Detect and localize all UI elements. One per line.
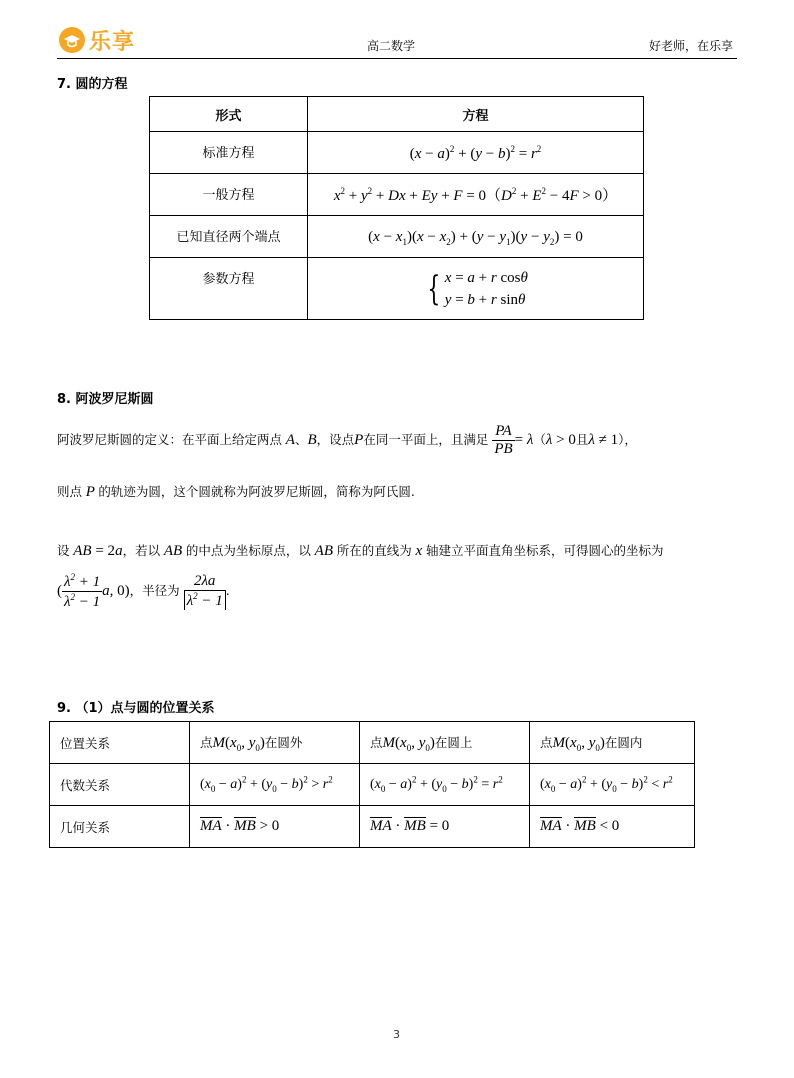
brand-logo — [59, 26, 135, 54]
alg-on: $(x_0 - a)^2 + (y_0 - b)^2 = r^2$ — [360, 764, 530, 806]
circle-equation-table — [149, 96, 644, 320]
apollonius-center-radius: ( $\frac{\lambda^2 + 1}{\lambda^2 - 1}$ a, 0)，半径为 $\frac{2\lambda a}{\lambda^2 - 1}$ . — [57, 572, 230, 610]
cell-outside: 点$M(x_0$, $y_0$)在圆外 — [190, 722, 360, 764]
eq-standard: $(x - a)^2 + (y - b)^2 = r^2$ — [308, 132, 644, 174]
eq-diameter: $(x - x_1)(x - x_2) + (y - y_1)(y - y_2) = 0$ — [308, 216, 644, 258]
row-geometric: 几何关系 — [50, 806, 190, 848]
cell-inside: 点$M(x_0$, $y_0$)在圆内 — [530, 722, 695, 764]
apollonius-locus: 则点 P 的轨迹为圆，这个圆就称为阿波罗尼斯圆，简称为阿氏圆. — [57, 484, 415, 500]
brand-name: 乐享 — [89, 29, 136, 55]
eq-parametric: { x = a + r cosθ y = b + r sinθ — [308, 258, 644, 320]
row-standard: 标准方程 — [150, 132, 308, 174]
geo-on: MA · MB = 0 — [360, 806, 530, 848]
apollonius-definition: 阿波罗尼斯圆的定义：在平面上给定两点 A、B，设点P在同一平面上，且满足 $\frac{PA}{PB}$ = λ（λ > 0且λ ≠ 1）， — [57, 423, 637, 457]
point-circle-table — [49, 721, 695, 848]
alg-inside: $(x_0 - a)^2 + (y_0 - b)^2 < r^2$ — [530, 764, 695, 806]
section-8-title: 8. 阿波罗尼斯圆 — [57, 392, 154, 407]
apollonius-setup: 设 AB = 2a，若以 AB 的中点为坐标原点，以 AB 所在的直线为 x 轴建立平面直角坐标系，可得圆心的坐标为 — [57, 543, 664, 559]
col-equation-header: 方程 — [308, 97, 644, 132]
cell-on: 点$M(x_0$, $y_0$)在圆上 — [360, 722, 530, 764]
graduation-cap-icon — [59, 27, 85, 53]
row-position: 位置关系 — [50, 722, 190, 764]
col-form-header: 形式 — [150, 97, 308, 132]
row-algebraic: 代数关系 — [50, 764, 190, 806]
section-7-title: 7. 圆的方程 — [57, 77, 128, 92]
row-parametric: 参数方程 — [150, 258, 308, 320]
eq-general: $x^2 + y^2 + Dx + Ey + F = 0(D^2 + E^2 - 4F > 0)$ — [308, 174, 644, 216]
page-number: 3 — [393, 1028, 400, 1041]
geo-inside: MA · MB < 0 — [530, 806, 695, 848]
geo-outside: MA · MB > 0 — [190, 806, 360, 848]
slogan: 好老师，在乐享 — [648, 39, 733, 53]
subject-label: 高二数学 — [367, 39, 416, 53]
page-header — [57, 24, 737, 59]
alg-outside: $(x_0 - a)^2 + (y_0 - b)^2 > r^2$ — [190, 764, 360, 806]
section-9-title: 9. （1）点与圆的位置关系 — [57, 701, 215, 716]
row-diameter: 已知直径两个端点 — [150, 216, 308, 258]
row-general: 一般方程 — [150, 174, 308, 216]
